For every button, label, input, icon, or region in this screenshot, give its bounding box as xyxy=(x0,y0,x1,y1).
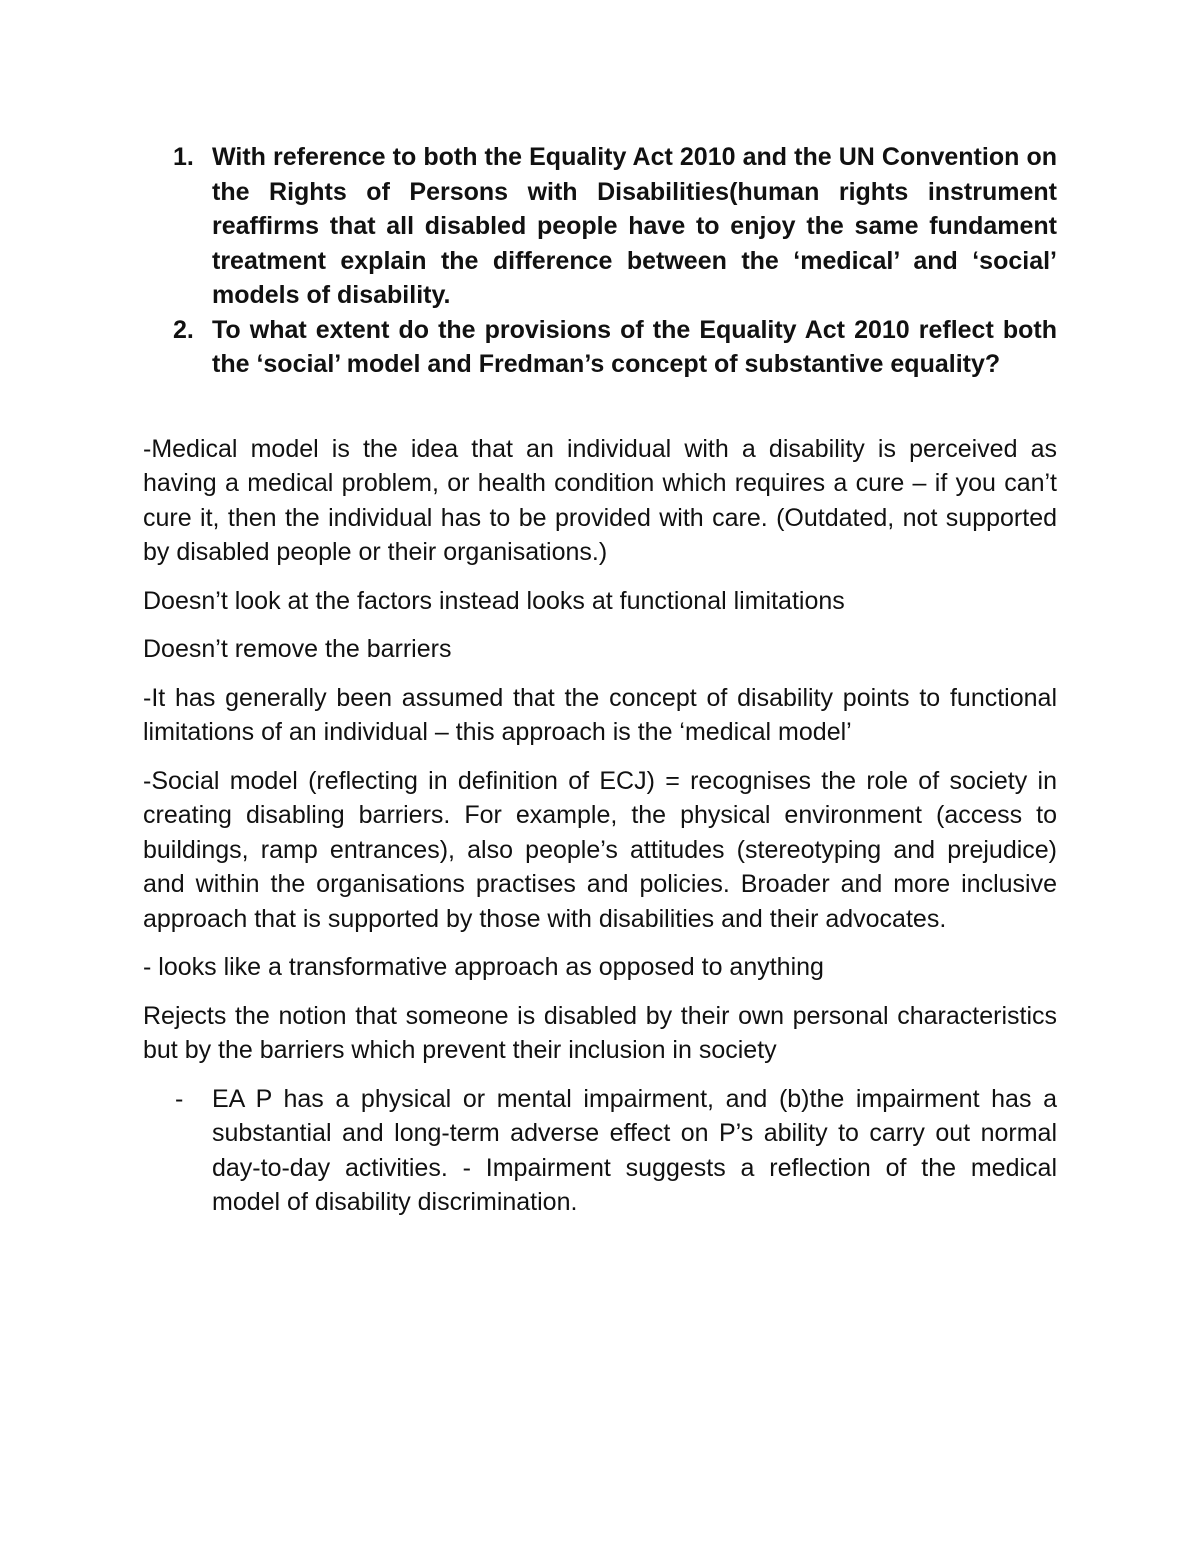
social-model-paragraph: -Social model (reflecting in definition of ECJ) = recognises the role of society in creating disabling barriers. For example, the physical environment (access to buildings, ramp entrances), also people’s attitudes (stereotyping and prejudice) and within the organisations practises and policies. Broader and more inclusive approach that is supported by those with disabilities and their advocates. xyxy=(143,766,1057,933)
rejects-paragraph: Rejects the notion that someone is disabled by their own personal characteristics but by the barriers which prevent their inclusion in society xyxy=(143,1001,1057,1064)
question-item xyxy=(143,313,1057,382)
dash-item-text: EA P has a physical or mental impairment, and (b)the impairment has a substantial and long-term adverse effect on P’s ability to carry out normal day-to-day activities. - Impairment suggests a reflection of the medical model of disability discrimination. xyxy=(212,1084,1057,1216)
question-text: To what extent do the provisions of the Equality Act 2010 reflect both the ‘social’ model and Fredman’s concept of substantive equality? xyxy=(212,315,1057,378)
question-number: 1. xyxy=(173,143,194,171)
question-list xyxy=(143,140,1057,382)
document-body xyxy=(143,140,1057,1220)
note-line: Doesn’t look at the factors instead looks at functional limitations xyxy=(143,586,845,615)
question-number: 2. xyxy=(173,315,194,344)
question-text: With reference to both the Equality Act 2010 and the UN Convention on the Rights of Persons with Disabilities(human rights instrument reaffirms that all disabled people have to enjoy the same fundament treatment explain the difference between the ‘medical’ and ‘social’ models of disability. xyxy=(212,143,1057,309)
dash-marker: - xyxy=(175,1084,184,1113)
dash-list xyxy=(143,1082,1057,1220)
question-item xyxy=(143,140,1057,313)
note-line: - looks like a transformative approach as opposed to anything xyxy=(143,953,824,981)
notes-section xyxy=(143,432,1057,1220)
note-line: Doesn’t remove the barriers xyxy=(143,635,452,663)
assumption-paragraph: -It has generally been assumed that the concept of disability points to functional limitations of an individual – this approach is the ‘medical model’ xyxy=(143,683,1057,746)
medical-model-paragraph: -Medical model is the idea that an individual with a disability is perceived as having a medical problem, or health condition which requires a cure – if you can’t cure it, then the individual has to be provided with care. (Outdated, not supported by disabled people or their organisations.) xyxy=(143,434,1057,566)
dash-list-item xyxy=(143,1082,1057,1220)
